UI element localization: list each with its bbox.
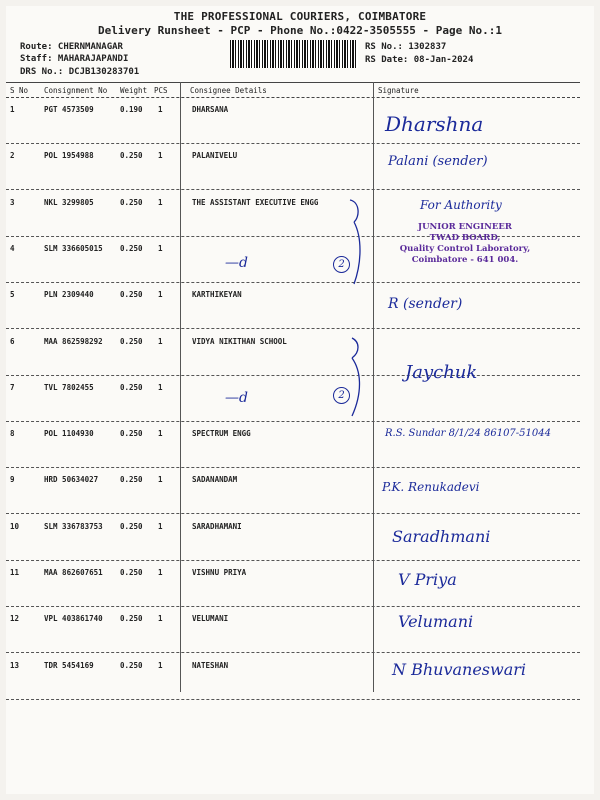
office-stamp [380, 222, 550, 266]
bracket-mark-rows-6-7 [340, 332, 370, 422]
row-pcs: 1 [158, 660, 163, 670]
row-weight: 0.250 [120, 290, 143, 300]
row-consignment-no: SLM 336605015 [44, 243, 103, 253]
row-pcs: 1 [158, 568, 163, 577]
row-sno: 10 [10, 521, 20, 531]
row-weight: 0.250 [120, 521, 143, 531]
row-weight: 0.250 [120, 568, 143, 577]
row-pcs: 1 [158, 243, 163, 253]
row-pcs: 1 [158, 382, 163, 392]
row-weight: 0.250 [120, 382, 143, 392]
row-consignment-no: SLM 336783753 [44, 521, 103, 531]
signature-6: Jaychuk [405, 362, 478, 383]
row-consignee: DHARSANA [192, 105, 229, 114]
runsheet-subtitle: Delivery Runsheet - PCP - Phone No.:0422-3505555 - Page No.:1 [98, 24, 502, 37]
row-consignment-no: NKL 3299805 [44, 197, 94, 207]
route-label: Route: CHERNMANAGAR [20, 42, 123, 52]
row-sno: 6 [10, 336, 15, 346]
signature-5: R (sender) [388, 296, 463, 312]
row-consignment-no: TVL 7802455 [44, 382, 94, 392]
row-weight: 0.250 [120, 614, 143, 624]
row-weight: 0.250 [120, 197, 143, 207]
stamp-line-1: JUNIOR ENGINEER [418, 222, 512, 232]
row-consignment-no: TDR 5454169 [44, 660, 94, 670]
signature-11: V Priya [398, 570, 457, 589]
row-consignee: VELUMANI [192, 614, 229, 624]
col-weight: Weight [120, 86, 148, 95]
col-sno: S No [10, 86, 29, 95]
signature-1: Dharshna [385, 112, 484, 136]
row-sno: 11 [10, 568, 20, 577]
signature-13: N Bhuvaneswari [392, 660, 527, 679]
col-consignee: Consignee Details [190, 86, 267, 95]
row-consignment-no: HRD 50634027 [44, 475, 99, 485]
row-consignment-no: POL 1104930 [44, 429, 94, 439]
signature-9: P.K. Renukadevi [382, 480, 480, 494]
row-pcs: 1 [158, 614, 163, 624]
table-row [6, 375, 580, 422]
row-pcs: 1 [158, 336, 163, 346]
row-consignment-no: MAA 862607651 [44, 568, 103, 577]
row-consignee: THE ASSISTANT EXECUTIVE ENGG [192, 197, 319, 207]
table-row [6, 97, 580, 144]
row-consignee: SPECTRUM ENGG [192, 429, 251, 439]
row-consignee: VISHNU PRIYA [192, 568, 247, 577]
row-sno: 13 [10, 660, 20, 670]
row-pcs: 1 [158, 197, 163, 207]
stamp-line-4: Coimbatore - 641 004. [411, 255, 519, 265]
rs-date: RS Date: 08-Jan-2024 [365, 55, 474, 65]
row-sno: 3 [10, 197, 15, 207]
staff-label: Staff: MAHARAJAPANDI [20, 54, 129, 64]
row-weight: 0.250 [120, 660, 143, 670]
signature-10: Saradhmani [392, 527, 491, 546]
col-signature: Signature [378, 86, 419, 95]
row-consignment-no: MAA 862598292 [44, 336, 103, 346]
row-weight: 0.250 [120, 429, 143, 439]
row-pcs: 1 [158, 521, 163, 531]
signature-12: Velumani [398, 612, 474, 631]
stamp-line-2: TWAD BOARD, [429, 233, 501, 243]
col-consignment: Consignment No [44, 86, 108, 95]
row-consignee: PALANIVELU [192, 151, 238, 161]
stamp-line-3: Quality Control Laboratory, [399, 244, 531, 254]
row-sno: 12 [10, 614, 20, 624]
signature-3: For Authority [420, 198, 502, 212]
signature-2: Palani (sender) [388, 154, 488, 169]
row-consignee: SARADHAMANI [192, 521, 242, 531]
row-weight: 0.250 [120, 243, 143, 253]
drs-number: DRS No.: DCJB130283701 [20, 67, 140, 77]
table-row [6, 329, 580, 376]
bracket-mark-rows-3-4 [340, 192, 370, 292]
row-consignment-no: PLN 2309440 [44, 290, 94, 300]
table-header [6, 82, 580, 98]
barcode-image [230, 40, 358, 68]
table-row [6, 143, 580, 190]
circled-number-row-7: 2 [333, 387, 350, 404]
col-pcs: PCS [154, 86, 168, 95]
row-consignee: KARTHIKEYAN [192, 290, 242, 300]
row-sno: 1 [10, 105, 15, 114]
ditto-mark-row-7: —d [225, 390, 248, 406]
row-consignee: SADANANDAM [192, 475, 238, 485]
table-row [6, 606, 580, 653]
row-weight: 0.250 [120, 151, 143, 161]
ditto-mark-row-4: —d [225, 255, 248, 271]
table-row [6, 467, 580, 514]
table-row [6, 560, 580, 607]
row-sno: 7 [10, 382, 15, 392]
row-sno: 2 [10, 151, 15, 161]
row-pcs: 1 [158, 429, 163, 439]
row-sno: 5 [10, 290, 15, 300]
row-consignment-no: VPL 403861740 [44, 614, 103, 624]
row-weight: 0.250 [120, 475, 143, 485]
row-pcs: 1 [158, 151, 163, 161]
row-consignment-no: POL 1954988 [44, 151, 94, 161]
company-title: THE PROFESSIONAL COURIERS, COIMBATORE [173, 10, 427, 23]
row-sno: 9 [10, 475, 15, 485]
circled-number-row-4: 2 [333, 256, 350, 273]
row-sno: 8 [10, 429, 15, 439]
table-row [6, 282, 580, 329]
table-row [6, 514, 580, 561]
row-weight: 0.250 [120, 336, 143, 346]
row-pcs: 1 [158, 105, 163, 114]
row-pcs: 1 [158, 290, 163, 300]
row-consignment-no: PGT 4573509 [44, 105, 94, 114]
row-consignee: NATESHAN [192, 660, 229, 670]
row-consignee: VIDYA NIKITHAN SCHOOL [192, 336, 287, 346]
row-weight: 0.190 [120, 105, 143, 114]
row-pcs: 1 [158, 475, 163, 485]
row-sno: 4 [10, 243, 15, 253]
rs-number: RS No.: 1302837 [365, 42, 447, 52]
signature-8: R.S. Sundar 8/1/24 86107-51044 [385, 428, 551, 439]
